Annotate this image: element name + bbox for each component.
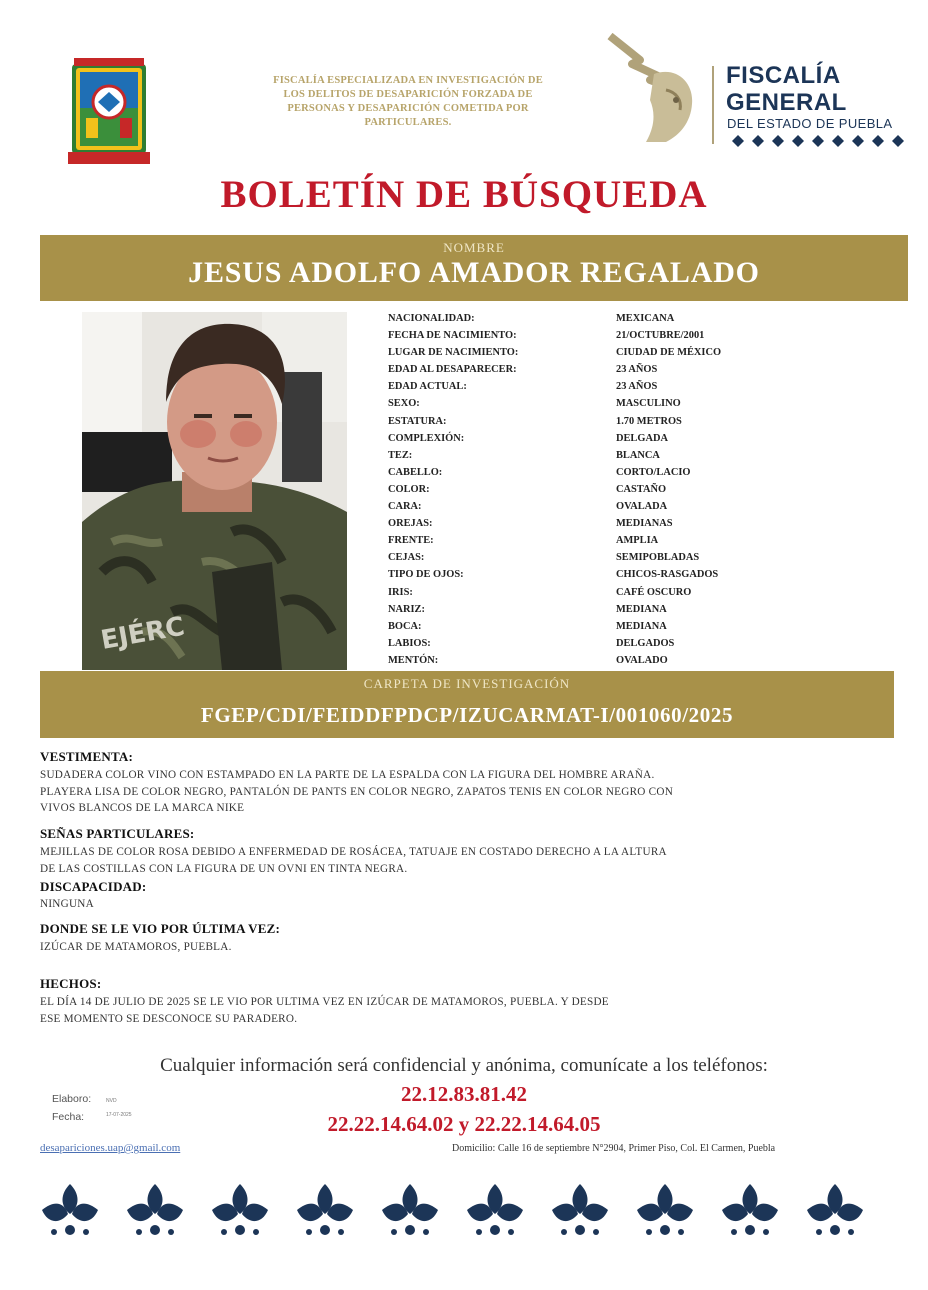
attribute-value: 1.70 METROS: [616, 415, 682, 427]
attribute-row: [388, 635, 808, 652]
attribute-label: SEXO:: [388, 398, 420, 410]
attribute-row: [388, 344, 808, 361]
attribute-row: [388, 498, 808, 515]
attribute-row: [388, 652, 808, 669]
phone-number-primary[interactable]: 22.12.83.81.42: [401, 1082, 527, 1106]
attribute-value: CORTO/LACIO: [616, 466, 691, 478]
text-line: DE LAS COSTILLAS CON LA FIGURA DE UN OVNI EN TINTA NEGRA.: [40, 862, 408, 875]
attribute-value: 21/OCTUBRE/2001: [616, 330, 705, 342]
contact-email-link[interactable]: desapariciones.uap@gmail.com: [40, 1142, 181, 1154]
attribute-value: MEDIANA: [616, 620, 667, 632]
attribute-row: [388, 601, 808, 618]
attribute-row: [388, 515, 808, 532]
logo-talavera-pattern-icon: [726, 134, 914, 153]
attribute-row: [388, 310, 808, 327]
name-label: NOMBRE: [443, 240, 505, 255]
attribute-label: EDAD AL DESAPARECER:: [388, 364, 517, 376]
svg-text:EJÉRC: EJÉRC: [98, 611, 187, 656]
contact-message: Cualquier información será confidencial y anónima, comunícate a los teléfonos:: [160, 1055, 768, 1076]
attribute-value: CHICOS-RASGADOS: [616, 569, 719, 581]
attribute-row: [388, 361, 808, 378]
person-name: JESUS ADOLFO AMADOR REGALADO: [188, 256, 760, 289]
bulletin-title: BOLETÍN DE BÚSQUEDA: [220, 173, 708, 216]
elaboro-value: NVD: [106, 1098, 117, 1104]
text-line: VIVOS BLANCOS DE LA MARCA NIKE: [40, 802, 245, 814]
agency-line: LOS DELITOS DE DESAPARICIÓN FORZADA DE: [283, 89, 533, 100]
attribute-value: CIUDAD DE MÉXICO: [616, 347, 722, 359]
attribute-label: COLOR:: [388, 483, 430, 495]
fecha-value: 17-07-2025: [106, 1112, 132, 1118]
attribute-label: OREJAS:: [388, 518, 433, 530]
attribute-label: NARIZ:: [388, 603, 425, 615]
attribute-value: OVALADO: [616, 654, 668, 666]
attributes-list: [388, 310, 808, 669]
attribute-label: BOCA:: [388, 620, 422, 632]
case-band: [40, 671, 894, 738]
attribute-label: EDAD ACTUAL:: [388, 381, 467, 393]
attribute-label: FECHA DE NACIMIENTO:: [388, 330, 517, 342]
attribute-label: CEJAS:: [388, 552, 425, 564]
attribute-label: IRIS:: [388, 586, 413, 598]
logo-word-state: DEL ESTADO DE PUEBLA: [727, 116, 893, 131]
text-line: PLAYERA LISA DE COLOR NEGRO, PANTALÓN DE PANTS EN COLOR NEGRO, ZAPATOS TENIS EN COLOR NEGRO CON: [40, 785, 674, 798]
attribute-value: MEXICANA: [616, 313, 675, 324]
clothing-heading: VESTIMENTA:: [40, 749, 133, 764]
disability-text: NINGUNA: [40, 898, 94, 910]
attribute-value: DELGADA: [616, 432, 668, 444]
clothing-text: [40, 767, 900, 817]
text-line: EL DÍA 14 DE JULIO DE 2025 SE LE VIO POR ULTIMA VEZ EN IZÚCAR DE MATAMOROS, PUEBLA. Y DESDE: [40, 996, 609, 1008]
agency-line: FISCALÍA ESPECIALIZADA EN INVESTIGACIÓN DE: [273, 75, 543, 86]
attribute-row: [388, 481, 808, 498]
attribute-label: ESTATURA:: [388, 415, 447, 427]
attribute-value: BLANCA: [616, 449, 660, 461]
attribute-row: [388, 430, 808, 447]
attribute-value: MEDIANA: [616, 603, 667, 615]
logo-word-fiscalia: FISCALÍA: [726, 62, 841, 89]
marks-heading: SEÑAS PARTICULARES:: [40, 826, 195, 841]
attribute-row: [388, 566, 808, 583]
attribute-label: TEZ:: [388, 449, 413, 461]
attribute-label: CABELLO:: [388, 466, 443, 478]
text-line: MEJILLAS DE COLOR ROSA DEBIDO A ENFERMEDAD DE ROSÁCEA, TATUAJE EN COSTADO DERECHO A LA ALTURA: [40, 846, 667, 858]
attribute-value: OVALADA: [616, 501, 668, 513]
attribute-row: [388, 618, 808, 635]
attribute-row: [388, 395, 808, 412]
attribute-row: [388, 464, 808, 481]
facts-heading: HECHOS:: [40, 976, 102, 991]
text-line: SUDADERA COLOR VINO CON ESTAMPADO EN LA PARTE DE LA ESPALDA CON LA FIGURA DEL HOMBRE ARAÑA.: [40, 769, 655, 781]
state-coat-of-arms: [68, 58, 150, 166]
attribute-value: DELGADOS: [616, 637, 675, 649]
logo-word-general: GENERAL: [726, 89, 847, 116]
last-seen-text: IZÚCAR DE MATAMOROS, PUEBLA.: [40, 941, 232, 953]
marks-text: [40, 844, 900, 877]
facts-text: [40, 994, 900, 1027]
logo-divider: [712, 66, 714, 144]
attribute-row: [388, 327, 808, 344]
phone-numbers-secondary[interactable]: 22.22.14.64.02 y 22.22.14.64.05: [327, 1112, 601, 1136]
attribute-label: NACIONALIDAD:: [388, 313, 475, 324]
elaboro-label: Elaboro:: [52, 1093, 92, 1105]
disability-heading: DISCAPACIDAD:: [40, 879, 147, 894]
attribute-row: [388, 549, 808, 566]
attribute-label: CARA:: [388, 501, 422, 513]
agency-line: PARTICULARES.: [364, 117, 452, 128]
attribute-row: [388, 532, 808, 549]
last-seen-heading: DONDE SE LE VIO POR ÚLTIMA VEZ:: [40, 921, 281, 936]
attribute-value: 23 AÑOS: [616, 364, 658, 376]
case-number: FGEP/CDI/FEIDDFPDCP/IZUCARMAT-I/001060/2025: [200, 703, 734, 727]
attribute-label: TIPO DE OJOS:: [388, 569, 464, 581]
attribute-row: [388, 378, 808, 395]
attribute-label: COMPLEXIÓN:: [388, 432, 465, 444]
attribute-row: [388, 447, 808, 464]
attribute-row: [388, 584, 808, 601]
attribute-label: MENTÓN:: [388, 654, 439, 666]
attribute-row: [388, 413, 808, 430]
attribute-label: LUGAR DE NACIMIENTO:: [388, 347, 519, 359]
attribute-value: 23 AÑOS: [616, 381, 658, 393]
fecha-label: Fecha:: [52, 1111, 85, 1123]
attribute-label: LABIOS:: [388, 637, 431, 649]
fiscalia-head-logo-icon: [606, 30, 706, 148]
office-address: Domicilio: Calle 16 de septiembre N°2904, Primer Piso, Col. El Carmen, Puebla: [452, 1143, 776, 1154]
text-line: ESE MOMENTO SE DESCONOCE SU PARADERO.: [40, 1012, 298, 1025]
attribute-label: FRENTE:: [388, 535, 434, 547]
attribute-value: MASCULINO: [616, 398, 681, 410]
agency-name: [238, 74, 578, 130]
talavera-footer-pattern-icon: [40, 1180, 888, 1245]
attribute-value: CAFÉ OSCURO: [616, 586, 692, 598]
attribute-value: SEMIPOBLADAS: [616, 552, 700, 564]
person-photo: [82, 312, 347, 670]
attribute-value: AMPLIA: [616, 535, 659, 547]
name-band: [40, 235, 908, 301]
attribute-value: MEDIANAS: [616, 518, 673, 530]
agency-line: PERSONAS Y DESAPARICIÓN COMETIDA POR: [287, 103, 529, 114]
case-label: CARPETA DE INVESTIGACIÓN: [363, 676, 571, 691]
attribute-value: CASTAÑO: [616, 483, 667, 495]
